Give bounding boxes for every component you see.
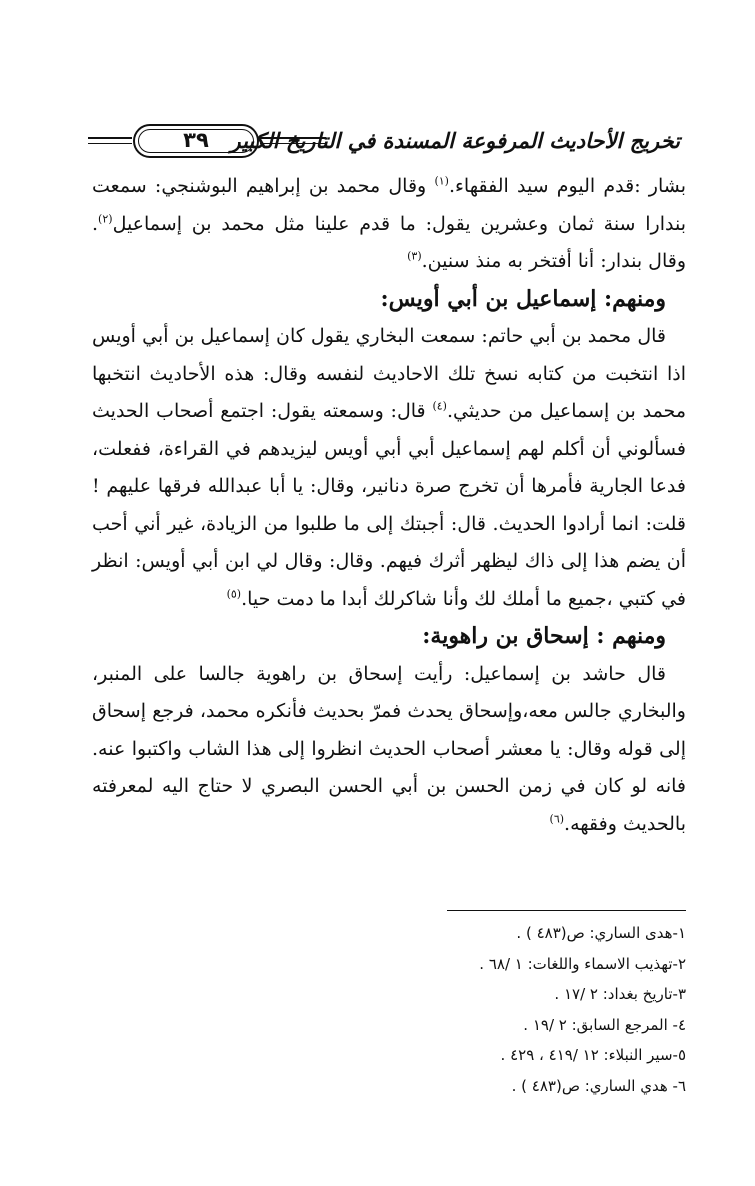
main-text: [92, 168, 686, 843]
footnote-3: ٣-تاريخ بغداد: ٢ /١٧ .: [554, 985, 686, 1004]
paragraph-3: قال حاشد بن إسماعيل: رأيت إسحاق بن راهوية جالسا على المنبر، والبخاري جالس معه،وإسحاق يحدث فمرّ بحديث فأنكره محمد، فرجع إسحاق إلى قوله وقال: يا معشر أصحاب الحديث انظروا إلى هذا الشاب واكتبوا عنه. فانه لو كان في زمن الحسن بن أبي الحسن البصري لا حتاج اليه لمعرفته بالحديث وفقهه.$^{(٦)}$: [92, 662, 686, 835]
footnotes: [300, 918, 686, 1102]
header-rule-middle-thin: [260, 143, 326, 144]
page-number: ٣٩: [183, 128, 209, 152]
running-header: [88, 122, 680, 166]
header-rule-left: [88, 137, 132, 139]
footnote-ref-4: (٤): [432, 399, 447, 413]
paragraph-1: بشار :قدم اليوم سيد الفقهاء.$^{(١)}$ وقال محمد بن إبراهيم البوشنجي: سمعت بندارا سنة ثمان وعشرين يقول: ما قدم علينا مثل محمد بن إسماعيل$^{(٢)}$. وقال بندار: أنا أفتخر به منذ سنين.$^{(٣)}$: [92, 174, 686, 272]
footnote-separator: [447, 910, 686, 911]
footnote-1: ١-هدى الساري: ص(٤٨٣ ) .: [516, 924, 686, 942]
section-heading-ismail: ومنهم: إسماعيل بن أبي أويس:: [380, 285, 666, 312]
footnote-ref-1: (١): [434, 174, 449, 188]
page-number-badge: [133, 124, 259, 158]
footnote-ref-3: (٣): [407, 249, 422, 263]
section-heading-ishaq: ومنهم : إسحاق بن راهوية:: [422, 623, 666, 649]
running-header-title: تخريج الأحاديث المرفوعة المسندة في التاريخ الكبير: [230, 128, 680, 153]
footnote-2: ٢-تهذيب الاسماء واللغات: ١ /٦٨ .: [479, 954, 686, 973]
footnote-5: ٥-سير النبلاء: ١٢ /٤١٩ ، ٤٢٩ .: [500, 1046, 686, 1065]
footnote-ref-6: (٦): [549, 812, 565, 826]
footnote-ref-5: (٥): [226, 587, 242, 601]
paragraph-2: قال محمد بن أبي حاتم: سمعت البخاري يقول كان إسماعيل بن أبي أويس اذا انتخبت من كتابه نسخ تلك الاحاديث لنفسه وقال: هذه الأحاديث انتخبها محمد بن إسماعيل من حديثي.$^{(٤)}$ قال: وسمعته يقول: اجتمع أصحاب الحديث فسألوني أن أكلم لهم إسماعيل أبي أبي أويس ليزيدهم في القراءة، ففعلت، فدعا الجارية فأمرها أن تخرج صرة دنانير، وقال: يا أبا عبدالله فرقها عليهم ! قلت: انما أرادوا الحديث. قال: أجبتك إلى ما طلبوا من الزيادة، غير أني أحب أن يضم هذا إلى ذاك ليظهر أثرك فيهم. وقال: وقال لي ابن أبي أويس: انظر في كتبي ،جميع ما أملك لك وأنا شاكرلك أبدا ما دمت حيا.$^{(٥)}$: [92, 325, 687, 610]
header-rule-middle: [260, 137, 326, 139]
footnote-4: ٤- المرجع السابق: ٢ /١٩ .: [523, 1015, 686, 1034]
footnote-ref-2: (٢): [98, 212, 113, 226]
header-rule-left-thin: [88, 143, 132, 144]
footnote-6: ٦- هدي الساري: ص(٤٨٣ ) .: [511, 1076, 686, 1095]
